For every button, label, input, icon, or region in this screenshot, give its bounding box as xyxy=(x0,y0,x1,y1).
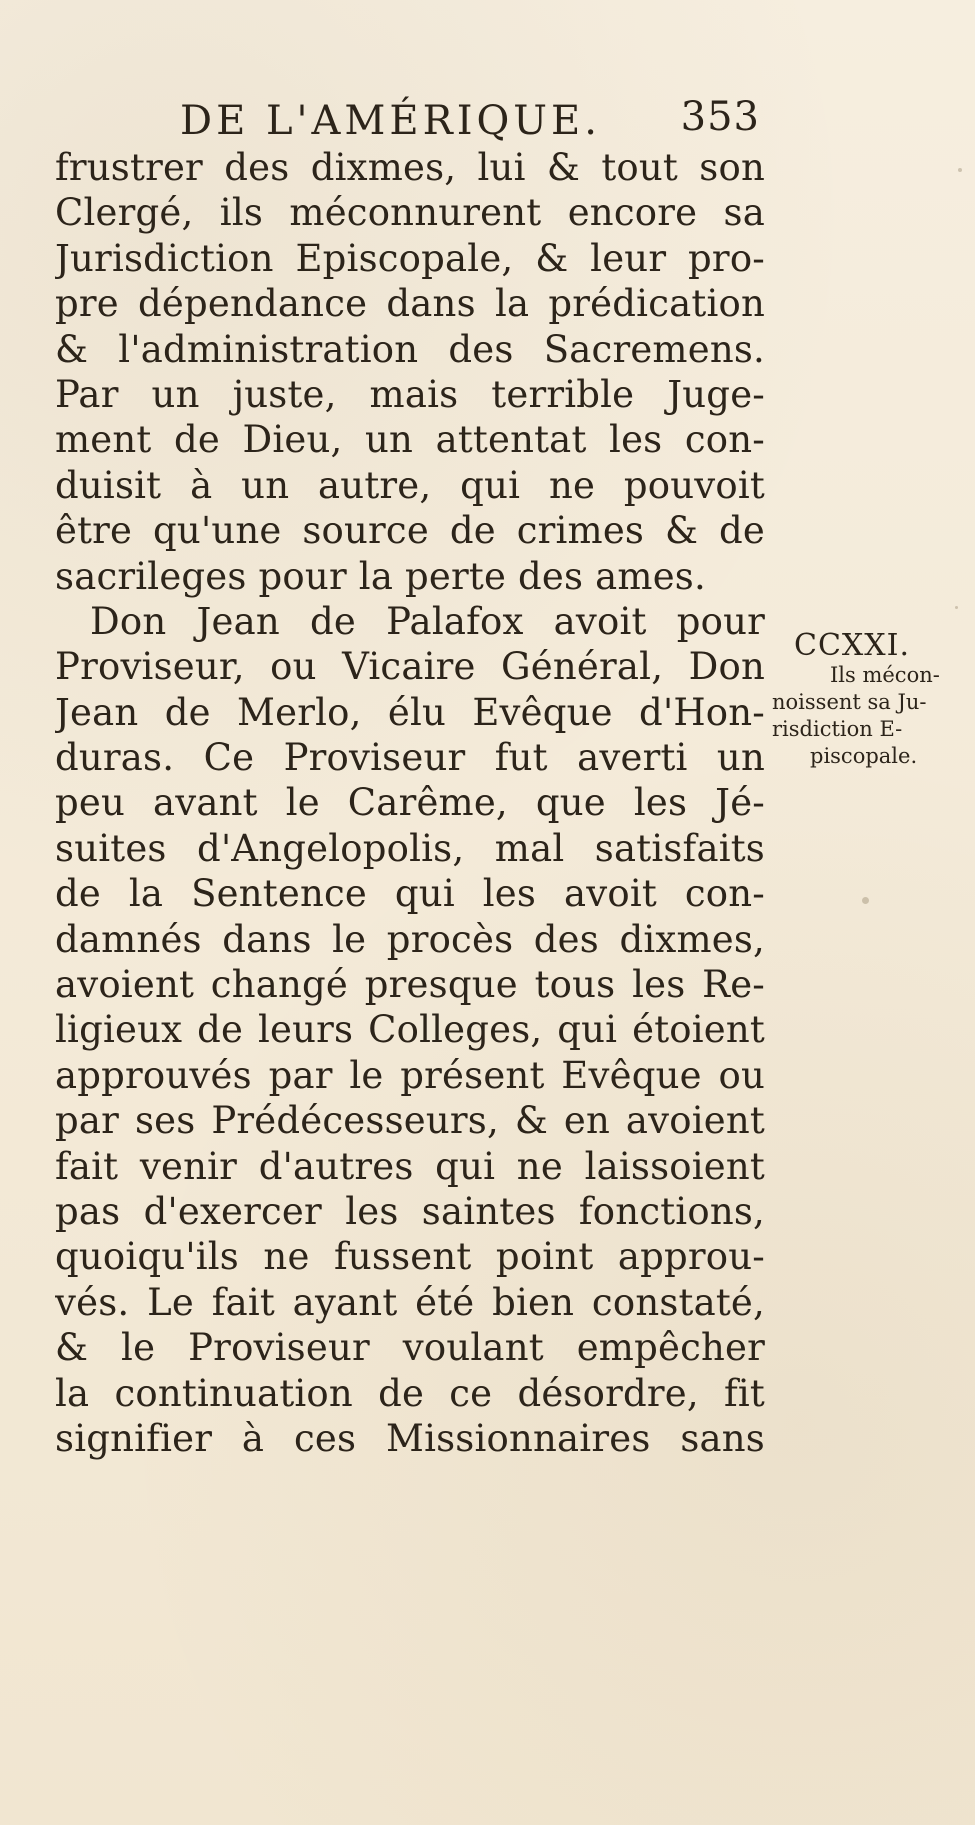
page-header xyxy=(180,88,770,148)
text-line: & l'administration des Sacremens. xyxy=(55,327,765,371)
text-line: par ses Prédécesseurs, & en avoient xyxy=(55,1099,765,1143)
text-line: Jean de Merlo, élu Evêque d'Hon- xyxy=(55,690,765,734)
text-line: duras. Ce Proviseur fut averti un xyxy=(55,736,765,780)
text-line: Jurisdiction Episcopale, & leur pro- xyxy=(55,236,765,280)
margin-note-line: noissent sa Ju- xyxy=(772,690,927,714)
margin-note-line: piscopale. xyxy=(810,744,918,768)
text-line: être qu'une source de crimes & de xyxy=(55,509,765,553)
text-line: Par un juste, mais terrible Juge- xyxy=(55,372,765,416)
text-line: vés. Le fait ayant été bien constaté, xyxy=(55,1280,765,1324)
text-line: Don Jean de Palafox avoit pour xyxy=(90,599,765,643)
text-line: ligieux de leurs Colleges, qui étoient xyxy=(55,1008,765,1052)
text-line: & le Proviseur voulant empêcher xyxy=(55,1326,765,1370)
text-line: pas d'exercer les saintes fonctions, xyxy=(55,1189,765,1233)
text-line: signifier à ces Missionnaires sans xyxy=(55,1416,765,1460)
text-line: duisit à un autre, qui ne pouvoit xyxy=(55,463,765,507)
text-line: damnés dans le procès des dixmes, xyxy=(55,917,765,961)
text-line: avoient changé presque tous les Re- xyxy=(55,963,765,1007)
margin-note-line: risdiction E- xyxy=(772,717,903,741)
text-line: la continuation de ce désordre, fit xyxy=(55,1371,765,1415)
text-line: suites d'Angelopolis, mal satisfaits xyxy=(55,826,765,870)
body-text xyxy=(55,145,765,1461)
text-line: ment de Dieu, un attentat les con- xyxy=(55,418,765,462)
text-line: approuvés par le présent Evêque ou xyxy=(55,1053,765,1097)
text-line: sacrileges pour la perte des ames. xyxy=(55,554,706,598)
text-line: pre dépendance dans la prédication xyxy=(55,282,765,326)
text-line: de la Sentence qui les avoit con- xyxy=(55,872,765,916)
text-line: frustrer des dixmes, lui & tout son xyxy=(55,146,765,189)
text-line: fait venir d'autres qui ne laissoient xyxy=(55,1144,765,1188)
margin-note-line: Ils mécon- xyxy=(830,663,940,687)
text-line: Proviseur, ou Vicaire Général, Don xyxy=(55,645,765,689)
paper-speck xyxy=(955,606,958,609)
page-number: 353 xyxy=(680,94,760,140)
running-title: DE L'AMÉRIQUE. xyxy=(180,98,601,144)
paper-speck xyxy=(958,168,962,172)
text-line: peu avant le Carême, que les Jé- xyxy=(55,781,765,825)
text-line: quoiqu'ils ne fussent point approu- xyxy=(55,1235,765,1279)
margin-note xyxy=(772,630,962,770)
margin-note-number: CCXXI. xyxy=(794,628,911,663)
text-line: Clergé, ils méconnurent encore sa xyxy=(55,191,765,235)
paper-speck xyxy=(862,897,869,904)
